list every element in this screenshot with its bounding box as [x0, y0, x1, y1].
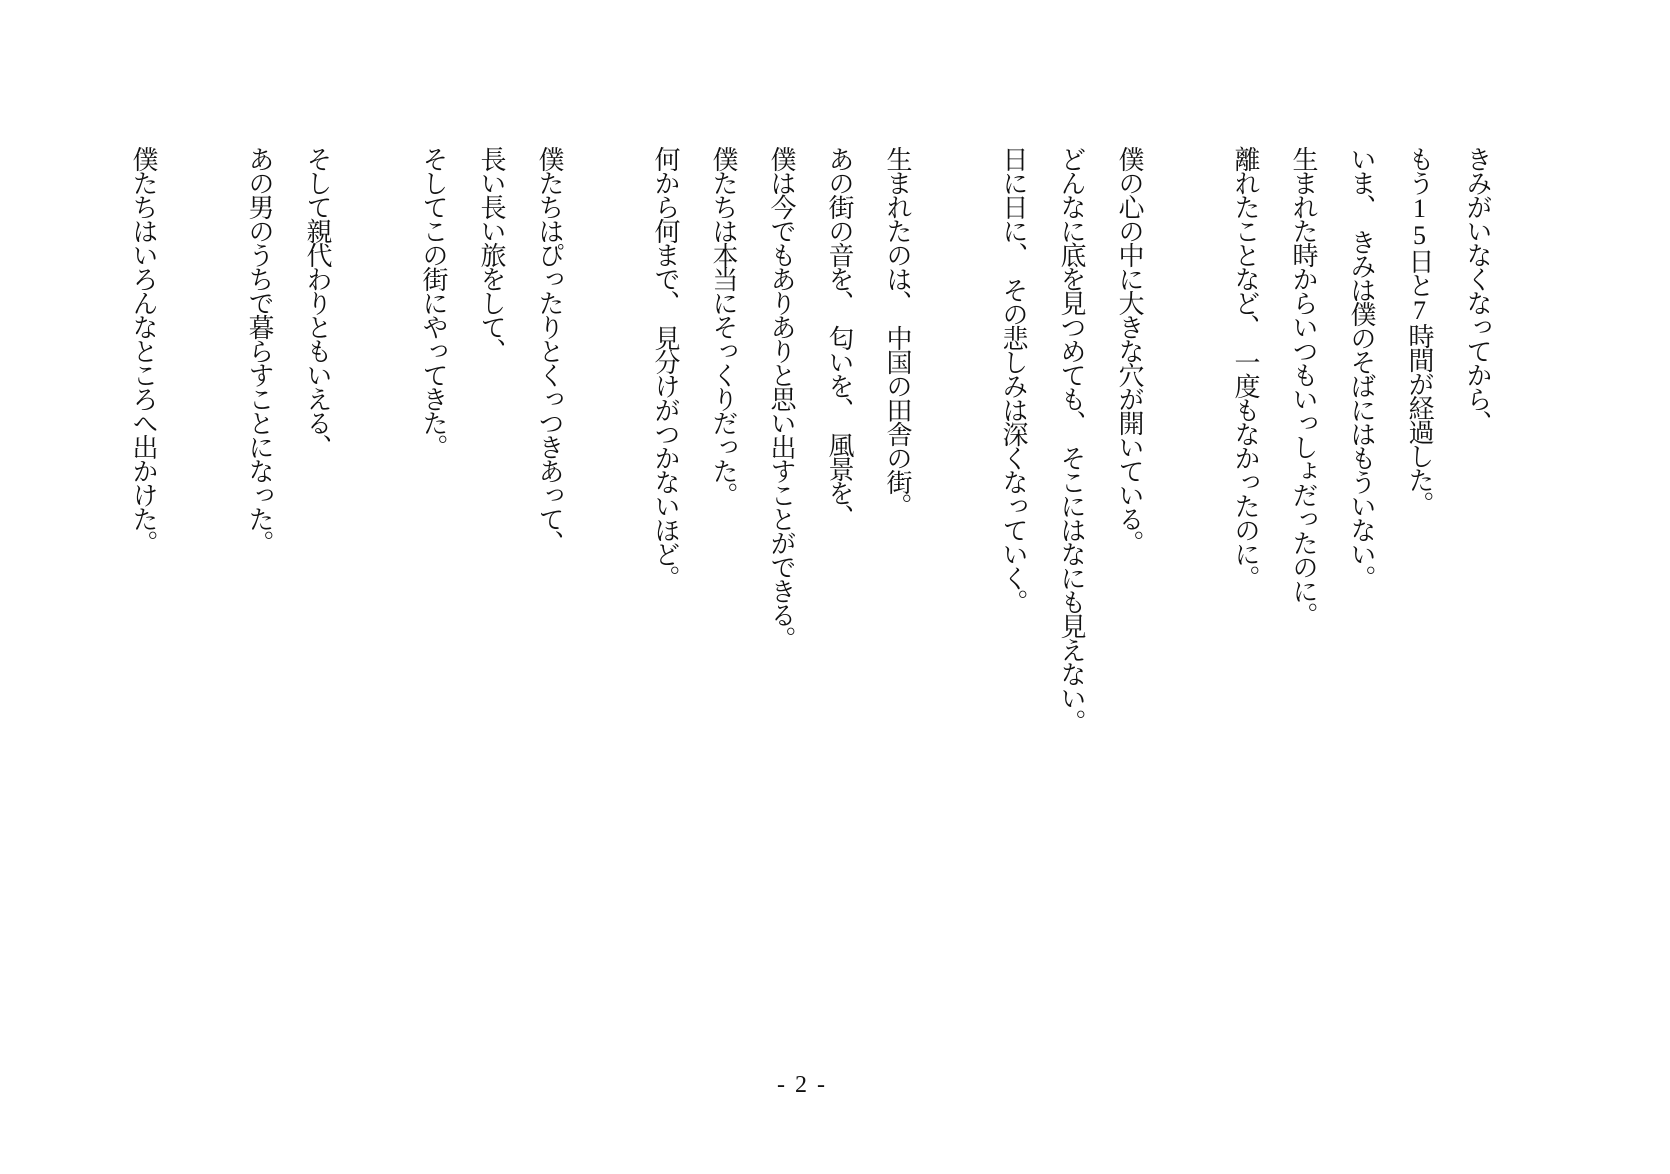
- poem-line: どんなに底を見つめても、 そこにはなにも見えない。: [1057, 146, 1086, 733]
- poem-line: 長い長い旅をして、: [477, 146, 506, 362]
- poem-line: 生まれた時からいつもいっしょだったのに。: [1289, 146, 1318, 626]
- stanza-6: [114, 146, 172, 1046]
- poem-line: あの街の音を、 匂いを、 風景を、: [825, 146, 854, 528]
- poem-line: 何から何まで、 見分けがつかないほど。: [651, 146, 680, 589]
- stanza-2: [984, 146, 1158, 1046]
- poem-line: そしてこの街にやってきた。: [419, 146, 448, 458]
- poem-line: 日に日に、 その悲しみは深くなっていく。: [999, 146, 1028, 613]
- poem-line: 僕たちは本当にそっくりだった。: [709, 146, 738, 506]
- poem-line: 僕の心の中に大きな穴が開いている。: [1115, 146, 1144, 554]
- poem-line: 僕たちはぴったりとくっつきあって、: [535, 146, 564, 554]
- vertical-text-body: [114, 146, 1506, 1046]
- poem-line: そして親代わりともいえる、: [303, 146, 332, 458]
- poem-line: いま、 きみは僕のそばにはもういない。: [1347, 146, 1376, 589]
- page-number: - 2 -: [777, 1072, 827, 1098]
- poem-line: 僕は今でもありありと思い出すことができる。: [767, 146, 796, 650]
- poem-line: 生まれたのは、 中国の田舎の街。: [883, 146, 912, 517]
- poem-line: あの男のうちで暮らすことになった。: [245, 146, 274, 554]
- poem-line: もう15日と7時間が経過した。: [1405, 146, 1434, 515]
- poem-line: 離れたことなど、 一度もなかったのに。: [1231, 146, 1260, 589]
- poem-line: 僕たちはいろんなところへ出かけた。: [129, 146, 158, 554]
- stanza-1: [1216, 146, 1506, 1046]
- poem-line: きみがいなくなってから、: [1463, 146, 1492, 434]
- stanza-4: [404, 146, 578, 1046]
- stanza-5: [230, 146, 346, 1046]
- stanza-3: [636, 146, 926, 1046]
